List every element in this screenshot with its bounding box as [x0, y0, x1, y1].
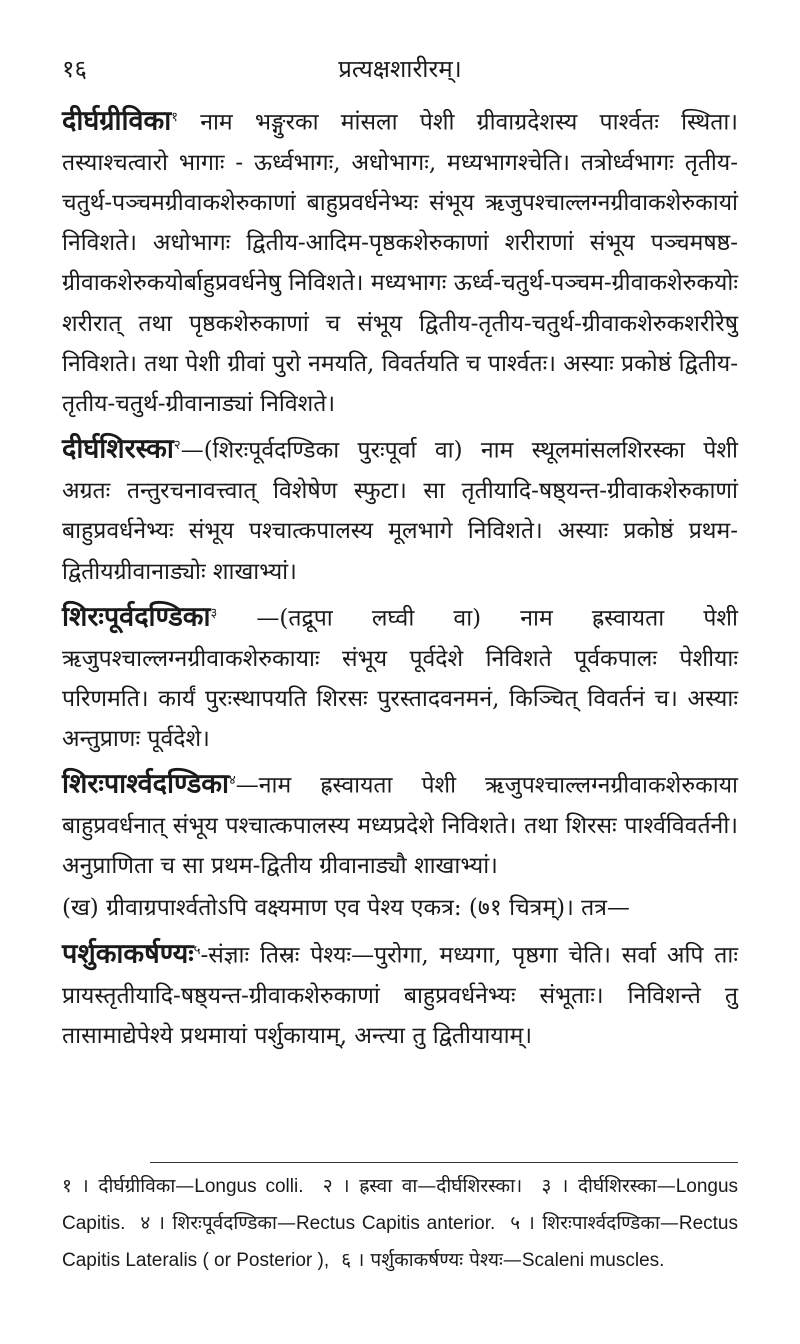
- paragraph: [62, 761, 738, 886]
- muscle-term: दीर्घग्रीविका: [62, 105, 172, 137]
- footnote-ref[interactable]: २: [173, 438, 181, 454]
- footnote-number: २: [322, 1175, 333, 1197]
- footnote-ref[interactable]: १: [171, 110, 179, 125]
- footnotes: [62, 1168, 738, 1279]
- paragraph-text: —(तद्रूपा लघ्वी वा) नाम ह्रस्वायता पेशी ऋजुपश्चाल्लग्नग्रीवाकशेरुकायाः संभूय पूर्वदेशे निविशते पूर्वकपालः पेशीयाः परिणमति। कार्यं पुरःस्थापयति शिरसः पुरस्तादवनमनं, किञ्चित् विवर्तनं च। अस्याः अन्तुप्राणः पूर्वदेशे।: [62, 605, 738, 753]
- page-header: [62, 52, 738, 92]
- footnote-ref[interactable]: ५: [193, 942, 201, 958]
- paragraph-text: —नाम ह्रस्वायता पेशी ऋजुपश्चाल्लग्नग्रीवाकशेरुकाया बाहुप्रवर्धनात् संभूय पश्चात्कपालस्य मध्यप्रदेशे निविशते। तथा शिरसः पार्श्वविवर्तनी। अनुप्राणिता च सा प्रथम-द्वितीय ग्रीवानाड्यौ शाखाभ्यां।: [62, 772, 738, 880]
- footnote-term: पर्शुकाकर्षण्यः पेश्यः: [370, 1249, 503, 1271]
- footnote-item: १ । दीर्घग्रीविका—Longus colli.: [62, 1175, 304, 1197]
- footnote-term: दीर्घशिरस्का: [577, 1175, 657, 1197]
- footnote-number: १: [62, 1175, 72, 1197]
- footnote-number: ४: [140, 1212, 151, 1234]
- footnote-ref[interactable]: ४: [229, 773, 236, 789]
- paragraph: [62, 931, 738, 1056]
- muscle-term: पर्शुकाकर्षण्यः: [62, 938, 194, 970]
- paragraph-text: नाम भङ्गुरका मांसला पेशी ग्रीवाग्रदेशस्य पार्श्वतः स्थिता। तस्याश्चत्वारो भागाः - ऊर्ध्वभागः, अधोभागः, मध्यभागश्चेति। तत्रोर्ध्वभागः तृतीय-चतुर्थ-पञ्चमग्रीवाकशेरुकाणां बाहुप्रवर्धनेभ्यः संभूय ऋजुपश्चाल्लग्नग्रीवाकशेरुकायां निविशते। अधोभागः द्वितीय-आदिम-पृष्ठकशेरुकाणां शरीराणां संभूय पञ्चमषष्ठ-ग्रीवाकशेरुकयोर्बाहुप्रवर्धनेषु निविशते। मध्यभागः ऊर्ध्व-चतुर्थ-पञ्चम-ग्रीवाकशेरुकयोः शरीरात् तथा पृष्ठकशेरुकाणां च संभूय द्वितीय-तृतीय-चतुर्थ-ग्रीवाकशेरुकशरीरेषु निविशते। तथा पेशी ग्रीवां पुरो नमयति, विवर्तयति च पार्श्वतः। अस्याः प्रकोष्ठं द्वितीय-तृतीय-चतुर्थ-ग्रीवानाड्यां निविशते।: [62, 109, 738, 418]
- footnote-number: ५: [510, 1212, 521, 1234]
- footnote-latin: Rectus Capitis anterior.: [295, 1213, 496, 1234]
- footnote-term: दीर्घग्रीविका: [98, 1175, 176, 1197]
- paragraph-text: -संज्ञाः तिस्रः पेश्यः—पुरोगा, मध्यगा, पृष्ठगा चेति। सर्वा अपि ताः प्रायस्तृतीयादि-षष्ठ्यन्त-ग्रीवाकशेरुकाणां बाहुप्रवर्धनेभ्यः संभूताः। निविशन्ते तु तासामाद्येपेश्ये प्रथमायां पर्शुकायाम्, अन्त्या तु द्वितीयायाम्।: [62, 942, 738, 1049]
- footnote-item: २ । ह्रस्वा वा—दीर्घशिरस्का।: [322, 1175, 523, 1197]
- footnote-number: ६: [341, 1249, 352, 1271]
- footnote-latin: Scaleni muscles.: [521, 1250, 665, 1271]
- footnote-number: ३: [541, 1175, 552, 1197]
- muscle-term: शिरःपार्श्वदण्डिका: [62, 768, 229, 800]
- paragraph-text: (ख) ग्रीवाग्रपार्श्वतोऽपि वक्ष्यमाण एव पेश्य एकत्र: (७१ चित्रम्)। तत्र—: [62, 895, 630, 922]
- page-number: १६: [62, 55, 87, 83]
- paragraph: [62, 594, 738, 759]
- footnote-term: शिरःपूर्वदण्डिका: [172, 1212, 277, 1234]
- footnote-latin: Longus Capitis.: [62, 1176, 739, 1234]
- paragraph-text: —(शिरःपूर्वदण्डिका पुरःपूर्वा वा) नाम स्थूलमांसलशिरस्का पेशी अग्रतः तन्तुरचनावत्त्वात् विशेषेण स्फुटा। सा तृतीयादि-षष्ठ्यन्त-ग्रीवाकशेरुकाणां बाहुप्रवर्धनेभ्यः संभूय पश्चात्कपालस्य मूलभागे निविशते। अस्याः प्रकोष्ठं प्रथम-द्वितीयग्रीवानाड्योः शाखाभ्यां।: [62, 437, 738, 585]
- footnote-latin: Rectus Capitis Lateralis ( or Posterior ),: [62, 1213, 738, 1271]
- footnote-term: शिरःपार्श्वदण्डिका: [542, 1212, 660, 1234]
- footnote-item: ४ । शिरःपूर्वदण्डिका—Rectus Capitis anterior.: [140, 1212, 496, 1234]
- paragraph: [62, 426, 738, 591]
- footnote-divider: [150, 1162, 738, 1163]
- footnote-item: ६ । पर्शुकाकर्षण्यः पेश्यः—Scaleni muscles.: [341, 1249, 665, 1271]
- paragraph: [62, 888, 738, 928]
- footnote-item: ५ । शिरःपार्श्वदण्डिका—Rectus Capitis Lateralis ( or Posterior ),: [62, 1212, 738, 1271]
- footnote-ref[interactable]: ३: [210, 605, 218, 621]
- main-text: [62, 98, 738, 1056]
- muscle-term: शिरःपूर्वदण्डिका: [62, 601, 211, 633]
- footnote-term: ह्रस्वा वा—दीर्घशिरस्का: [359, 1175, 516, 1197]
- footnote-item: ३ । दीर्घशिरस्का—Longus Capitis.: [62, 1175, 739, 1234]
- footnote-latin: Longus colli.: [194, 1176, 304, 1197]
- muscle-term: दीर्घशिरस्का: [62, 433, 174, 465]
- running-title: प्रत्यक्षशारीरम्।: [338, 55, 462, 83]
- paragraph: [62, 98, 738, 424]
